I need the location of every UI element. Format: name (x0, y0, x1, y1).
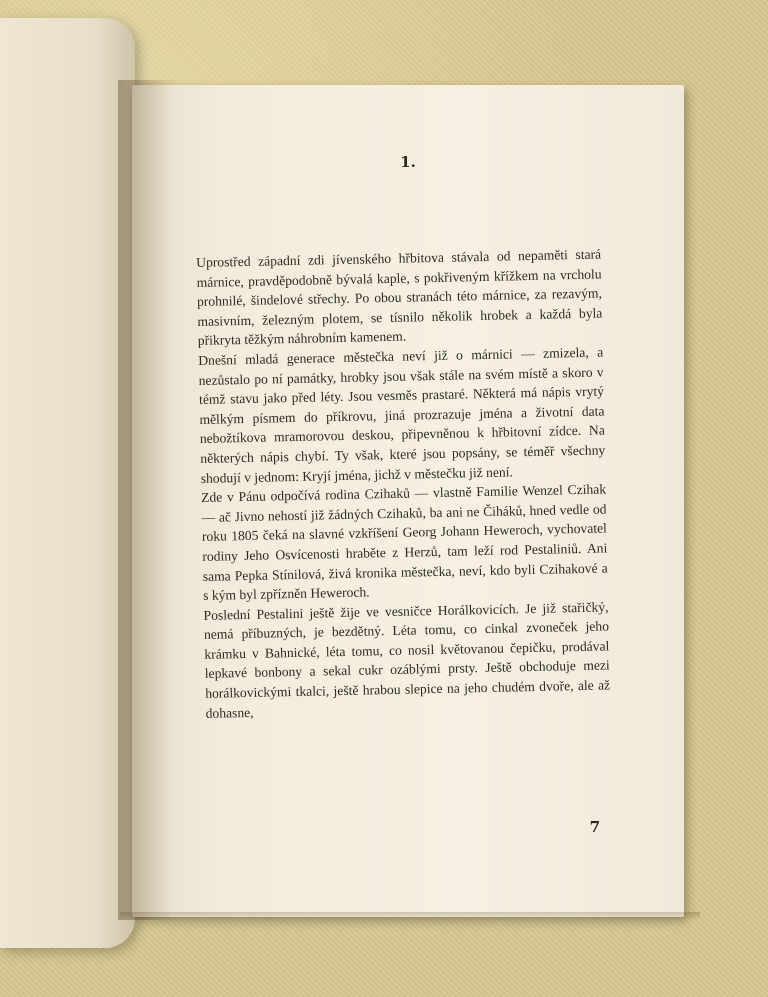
chapter-heading: 1. (400, 153, 416, 171)
paragraph-3: Zde v Pánu odpočívá rodina Czihaků — vlastně Familie Wenzel Czihak — ač Jivno nehostí již žádných Czihaků, ba ani ne Čiháků, hned vedle od roku 1805 čeká na slavné vzkříšení Georg Johann Heweroch, vychovatel rodiny Jeho Osvícenosti hraběte z Herzů, tam leží rod Pestaliniů. Ani sama Pepka Stínilová, živá kronika městečka, neví, kdo byli Czihakové a s kým byl zpřízněn Heweroch. (200, 481, 608, 604)
body-text (196, 245, 611, 724)
right-page (132, 85, 684, 917)
left-page (0, 18, 135, 948)
paragraph-1: Uprostřed západní zdi jívenského hřbitova stávala od nepaměti stará márnice, pravděpodobně bývalá kaple, s pokřiveným křížkem na vrcholu prohnilé, šindelové střechy. Po obou stranách této márnice, za rezavým, masivním, železným plotem, se tísnilo několik hrobek a každá byla přikryta těžkým náhrobním kamenem. (196, 246, 603, 349)
page-bottom-edge (120, 912, 700, 920)
page-gutter (132, 85, 172, 917)
paragraph-2: Dnešní mladá generace městečka neví již o márnici — zmizela, a nezůstalo po ní památky, hrobky jsou však stále na svém místě a skoro v témž stavu jako před léty. Jsou vesměs prastaré. Některá má nápis vrytý mělkým písmem do příkrovu, jiná prozrazuje jména a životní data nebožtíkova mramorovou deskou, připevněnou k hřbitovní zídce. Na některých nápis chybí. Ty však, které jsou popsány, se téměř všechny shodují v jednom: Kryjí jména, jichž v městečku již není. (198, 344, 606, 486)
page-number: 7 (589, 818, 600, 836)
paragraph-4: Poslední Pestalini ještě žije ve vesničce Horálkovicích. Je již stařičký, nemá příbuzných, je bezdětný. Léta tomu, co cinkal zvoneček jeho krámku v Bahnické, léta tomu, co nosil květovanou čepičku, prodával lepkavé bonbony a sekal cukr ozáblými prsty. Ještě obchoduje mezi horálkovickými tkalci, ještě hrabou slepice na jeho chudém dvoře, ale až dohasne, (203, 599, 611, 721)
